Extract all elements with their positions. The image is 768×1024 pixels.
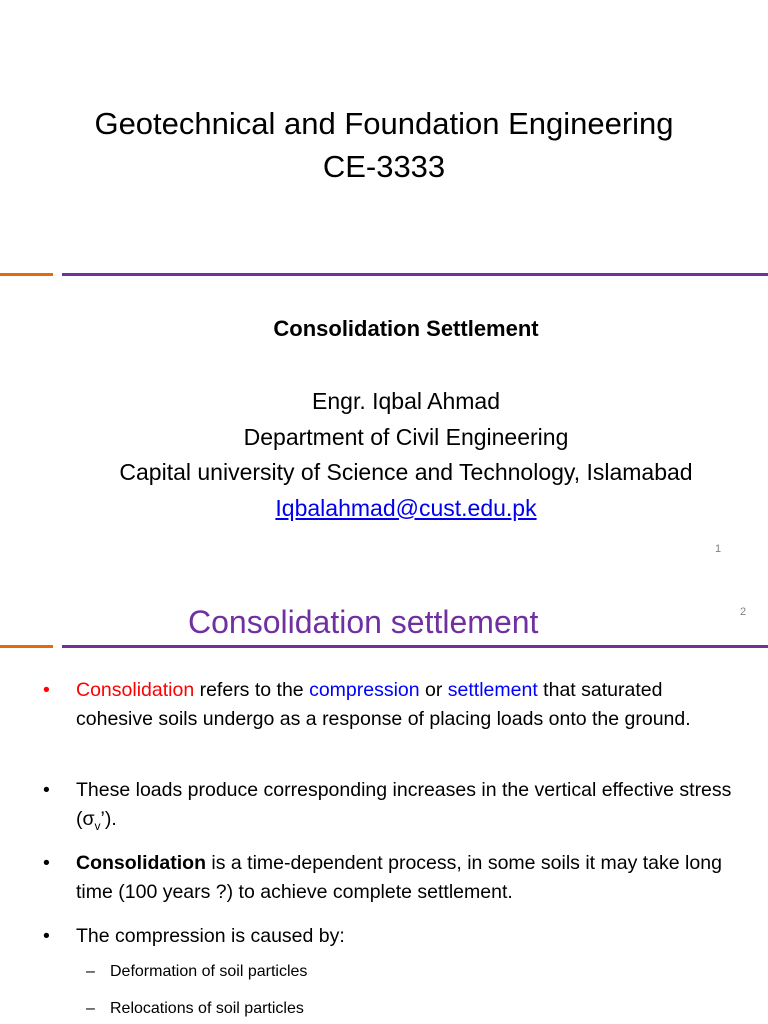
bullet-marker: • — [43, 779, 50, 801]
term-settlement: settlement — [447, 679, 538, 701]
text-segment: These loads produce corresponding increases in the vertical effective stress ( — [76, 779, 732, 830]
purple-divider-line — [62, 273, 768, 276]
sigma-symbol: σ — [82, 808, 95, 830]
text-segment: that saturated cohesive soils undergo as a response of placing loads onto the ground. — [76, 679, 691, 730]
email-link[interactable]: Iqbalahmad@cust.edu.pk — [275, 494, 537, 521]
dash-marker: – — [86, 963, 95, 980]
sub-bullet-text: Deformation of soil particles — [110, 963, 308, 980]
purple-divider-line-2 — [62, 645, 768, 648]
term-consolidation-bold: Consolidation — [76, 852, 206, 874]
text-segment: or — [419, 679, 448, 701]
dash-marker: – — [86, 1000, 95, 1017]
orange-accent-line — [0, 273, 53, 276]
course-name: Geotechnical and Foundation Engineering — [94, 106, 674, 141]
term-consolidation: Consolidation — [76, 679, 195, 701]
author-block — [0, 384, 768, 526]
course-code: CE-3333 — [322, 149, 446, 184]
text-segment: is a time-dependent process, in some soils it may take long time (100 years ?) to achieve complete settlement. — [76, 852, 722, 903]
bullet-consolidation-definition — [43, 676, 743, 734]
slide-title: Consolidation settlement — [188, 604, 539, 640]
text-segment: ’). — [100, 808, 117, 830]
department-name: Department of Civil Engineering — [243, 423, 569, 450]
sub-bullet-deformation — [86, 960, 307, 984]
sub-bullet-text: Relocations of soil particles — [110, 1000, 304, 1017]
bullet-compression-causes — [43, 922, 743, 951]
slide1-page-number: 1 — [715, 543, 722, 555]
course-title — [0, 102, 768, 188]
lecture-subtitle: Consolidation Settlement — [273, 316, 539, 341]
bullet-time-dependent — [43, 849, 743, 907]
slide2-page-number: 2 — [740, 606, 747, 618]
author-name: Engr. Iqbal Ahmad — [312, 388, 500, 414]
university-name: Capital university of Science and Technology, Islamabad — [119, 459, 693, 485]
bullet-marker: • — [43, 925, 50, 947]
bullet-marker: • — [43, 852, 50, 874]
text-segment: refers to the — [194, 679, 310, 701]
sub-bullet-relocation — [86, 997, 304, 1021]
term-compression: compression — [309, 679, 420, 701]
orange-accent-line-2 — [0, 645, 53, 648]
sigma-subscript: v — [94, 818, 101, 833]
bullet-effective-stress — [43, 776, 743, 841]
bullet-marker: • — [43, 679, 50, 701]
text-segment: The compression is caused by: — [76, 925, 345, 947]
